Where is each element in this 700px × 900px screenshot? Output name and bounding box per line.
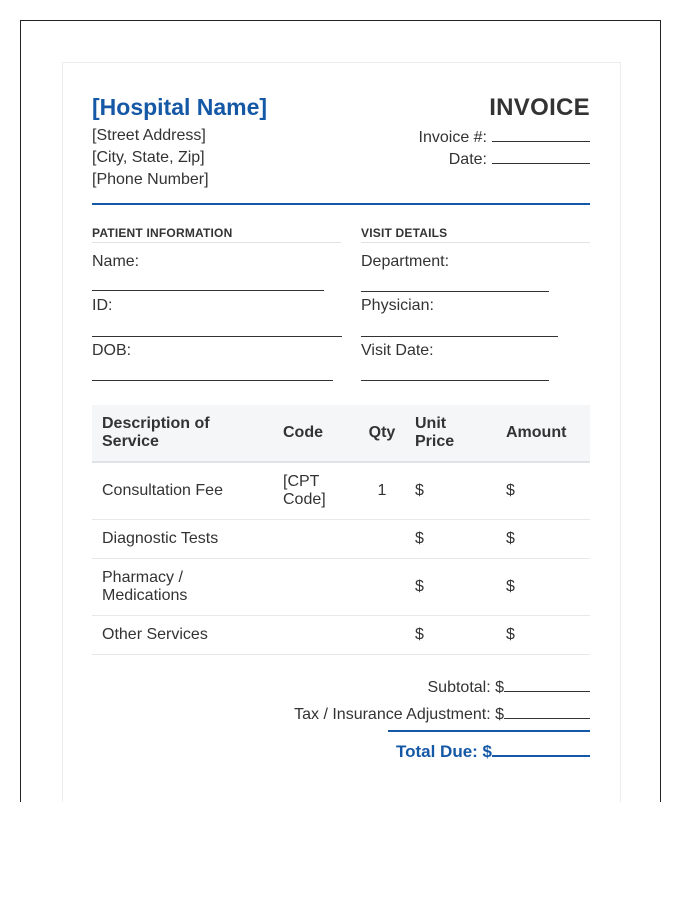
invoice-number-blank[interactable] bbox=[492, 127, 590, 142]
hospital-name: [Hospital Name] bbox=[92, 94, 268, 120]
visit-date-blank[interactable] bbox=[361, 380, 549, 381]
header-divider bbox=[92, 203, 590, 205]
row-code[interactable]: [CPT Code] bbox=[273, 462, 359, 519]
col-description-header: Description of Service bbox=[92, 405, 273, 462]
total-due-field[interactable] bbox=[396, 739, 590, 762]
row-unit-price[interactable]: $ bbox=[405, 519, 496, 558]
tax-adjustment-field[interactable] bbox=[294, 704, 590, 724]
patient-name-label: Name: bbox=[92, 253, 140, 270]
street-address: [Street Address] bbox=[92, 127, 206, 144]
invoice-title: INVOICE bbox=[489, 94, 590, 121]
invoice-number-field[interactable] bbox=[419, 127, 590, 147]
table-row bbox=[92, 462, 590, 519]
patient-id-blank[interactable] bbox=[92, 336, 342, 337]
tax-adjustment-blank[interactable] bbox=[504, 704, 590, 719]
services-table bbox=[92, 405, 590, 655]
col-qty-header: Qty bbox=[359, 405, 405, 462]
row-qty[interactable] bbox=[359, 558, 405, 615]
visit-details-heading: VISIT DETAILS bbox=[361, 226, 448, 240]
city-state-zip: [City, State, Zip] bbox=[92, 149, 205, 166]
row-unit-price[interactable]: $ bbox=[405, 615, 496, 654]
patient-info-heading: PATIENT INFORMATION bbox=[92, 226, 233, 240]
row-description: Consultation Fee bbox=[92, 462, 273, 519]
row-code[interactable] bbox=[273, 615, 359, 654]
total-due-label: Total Due: $ bbox=[395, 742, 492, 761]
subtotal-blank[interactable] bbox=[504, 677, 590, 692]
patient-id-label: ID: bbox=[92, 297, 113, 314]
patient-heading-divider bbox=[92, 242, 341, 243]
table-row bbox=[92, 558, 590, 615]
physician-label: Physician: bbox=[361, 297, 434, 314]
table-row bbox=[92, 519, 590, 558]
col-unit-price-header: Unit Price bbox=[405, 405, 496, 462]
department-blank[interactable] bbox=[361, 291, 549, 292]
invoice-number-label: Invoice #: bbox=[418, 129, 487, 146]
row-description: Diagnostic Tests bbox=[92, 519, 273, 558]
row-amount[interactable]: $ bbox=[496, 462, 590, 519]
row-amount[interactable]: $ bbox=[496, 519, 590, 558]
row-qty[interactable]: 1 bbox=[359, 462, 405, 519]
row-code[interactable] bbox=[273, 558, 359, 615]
total-divider bbox=[388, 730, 590, 732]
patient-dob-label: DOB: bbox=[92, 342, 132, 359]
row-code[interactable] bbox=[273, 519, 359, 558]
table-header-row bbox=[92, 405, 590, 462]
row-unit-price[interactable]: $ bbox=[405, 462, 496, 519]
row-amount[interactable]: $ bbox=[496, 558, 590, 615]
row-description: Other Services bbox=[92, 615, 273, 654]
subtotal-field[interactable] bbox=[428, 677, 591, 697]
row-description: Pharmacy / Medications bbox=[92, 558, 273, 615]
invoice-date-field[interactable] bbox=[449, 149, 590, 169]
patient-dob-blank[interactable] bbox=[92, 380, 333, 381]
row-qty[interactable] bbox=[359, 519, 405, 558]
invoice-date-blank[interactable] bbox=[492, 149, 590, 164]
row-unit-price[interactable]: $ bbox=[405, 558, 496, 615]
col-amount-header: Amount bbox=[496, 405, 590, 462]
phone-number: [Phone Number] bbox=[92, 171, 209, 188]
total-due-blank[interactable] bbox=[492, 739, 590, 757]
col-code-header: Code bbox=[273, 405, 359, 462]
visit-date-label: Visit Date: bbox=[361, 342, 434, 359]
subtotal-label: Subtotal: $ bbox=[427, 679, 504, 696]
row-qty[interactable] bbox=[359, 615, 405, 654]
invoice-date-label: Date: bbox=[448, 151, 487, 168]
row-amount[interactable]: $ bbox=[496, 615, 590, 654]
department-label: Department: bbox=[361, 253, 450, 270]
physician-blank[interactable] bbox=[361, 336, 558, 337]
table-row bbox=[92, 615, 590, 654]
tax-adjustment-label: Tax / Insurance Adjustment: $ bbox=[294, 706, 504, 723]
visit-heading-divider bbox=[361, 242, 590, 243]
patient-name-blank[interactable] bbox=[92, 290, 324, 291]
